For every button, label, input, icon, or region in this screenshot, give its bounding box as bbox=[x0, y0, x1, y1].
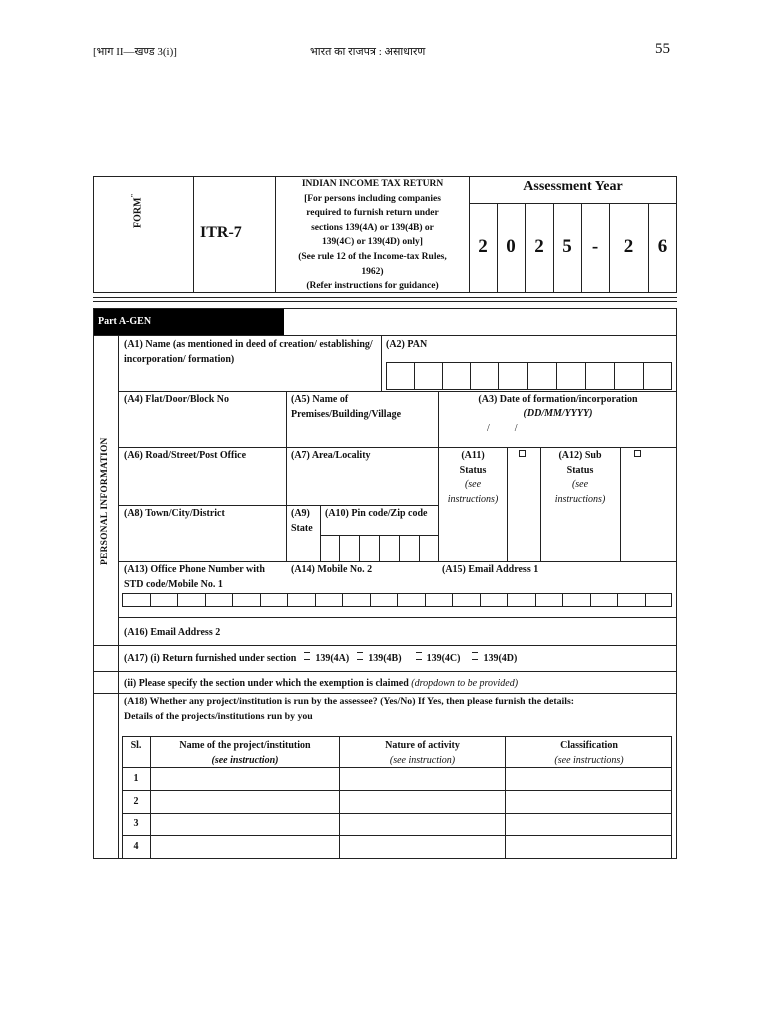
gazette-title: भारत का राजपत्र : असाधारण bbox=[310, 46, 426, 58]
radio-139-4b[interactable] bbox=[357, 652, 363, 660]
col-header-classification: Classification (see instructions) bbox=[554, 740, 624, 766]
ay-digit: 0 bbox=[506, 236, 516, 257]
a1-name-label: (A1) Name (as mentioned in deed of creation/ establishing/ incorporation/ formation) bbox=[124, 339, 373, 365]
a13-phone-label: (A13) Office Phone Number with STD code/Mobile No. 1 bbox=[124, 564, 265, 590]
a17-exemption-row[interactable]: (ii) Please specify the section under which the exemption is claimed (dropdown to be provided) bbox=[124, 678, 519, 689]
col-header-sl: Sl. bbox=[130, 740, 142, 751]
a16-email2-label: (A16) Email Address 2 bbox=[124, 627, 221, 638]
a11-status-label: (A11) Status bbox=[459, 450, 487, 476]
a9-state-label: (A9) State bbox=[291, 508, 313, 534]
a11-status-note: (see instructions) bbox=[447, 479, 499, 505]
a3-date-format: (DD/MM/YYYY) bbox=[523, 408, 593, 419]
a18-question: (A18) Whether any project/institution is run by the assessee? (Yes/No) If Yes, then please furnish the details: bbox=[124, 696, 575, 707]
a14-mobile-label: (A14) Mobile No. 2 bbox=[291, 564, 373, 575]
a3-date-label: (A3) Date of formation/incorporation bbox=[478, 394, 638, 405]
table-row-number: 4 bbox=[133, 841, 139, 852]
col-header-nature: Nature of activity (see instruction) bbox=[385, 740, 460, 766]
a10-pincode-label: (A10) Pin code/Zip code bbox=[325, 508, 428, 519]
table-row-number: 3 bbox=[133, 818, 139, 829]
a7-area-label: (A7) Area/Locality bbox=[291, 450, 371, 461]
ay-digit: - bbox=[591, 236, 599, 257]
personal-information-label: PERSONAL INFORMATION bbox=[100, 437, 110, 565]
a8-town-label: (A8) Town/City/District bbox=[124, 508, 225, 519]
col-header-name: Name of the project/institution (see instruction) bbox=[179, 740, 311, 766]
a12-substatus-label: (A12) Sub Status bbox=[558, 450, 602, 476]
page-number: 55 bbox=[655, 41, 670, 57]
a17-section-row: (A17) (i) Return furnished under section 139(4A) 139(4B) 139(4C) 139(4D) bbox=[124, 653, 518, 664]
ay-digit: 6 bbox=[657, 236, 668, 257]
a12-substatus-checkbox[interactable] bbox=[634, 450, 641, 457]
a6-road-label: (A6) Road/Street/Post Office bbox=[124, 450, 247, 461]
a3-date-input[interactable]: / / bbox=[487, 423, 518, 434]
table-row-number: 2 bbox=[133, 796, 139, 807]
a12-substatus-note: (see instructions) bbox=[554, 479, 606, 505]
radio-139-4c[interactable] bbox=[416, 652, 422, 660]
a4-flat-label: (A4) Flat/Door/Block No bbox=[124, 394, 229, 405]
pan-input[interactable] bbox=[386, 362, 672, 390]
form-title: INDIAN INCOME TAX RETURN [For persons including companies required to furnish return under sections 139(4A) or 139(4B) or 139(4C) or 139(4D) only] (See rule 12 of the Income-tax Rules, 1962) (Refer instructions for guidance) bbox=[298, 179, 447, 292]
a2-pan-label: (A2) PAN bbox=[386, 339, 428, 350]
form-rotated-label: FORM" bbox=[130, 193, 144, 228]
ay-digit: 2 bbox=[534, 236, 544, 257]
ay-digit: 2 bbox=[623, 236, 634, 257]
a5-premises-label: (A5) Name of Premises/Building/Village bbox=[291, 394, 402, 420]
ay-digit: 2 bbox=[478, 236, 488, 257]
assessment-year-label: Assessment Year bbox=[523, 179, 623, 194]
form-name: ITR-7 bbox=[200, 224, 242, 241]
radio-139-4a[interactable] bbox=[304, 652, 310, 660]
a18-subtitle: Details of the projects/institutions run by you bbox=[124, 711, 313, 722]
part-a-gen-title: Part A-GEN bbox=[94, 309, 284, 335]
ay-digit: 5 bbox=[562, 236, 572, 257]
table-row-number: 1 bbox=[133, 773, 139, 784]
radio-139-4d[interactable] bbox=[472, 652, 478, 660]
a15-email-label: (A15) Email Address 1 bbox=[442, 564, 539, 575]
gazette-part-label: [भाग II—खण्ड 3(i)] bbox=[93, 46, 177, 58]
a11-status-checkbox[interactable] bbox=[519, 450, 526, 457]
